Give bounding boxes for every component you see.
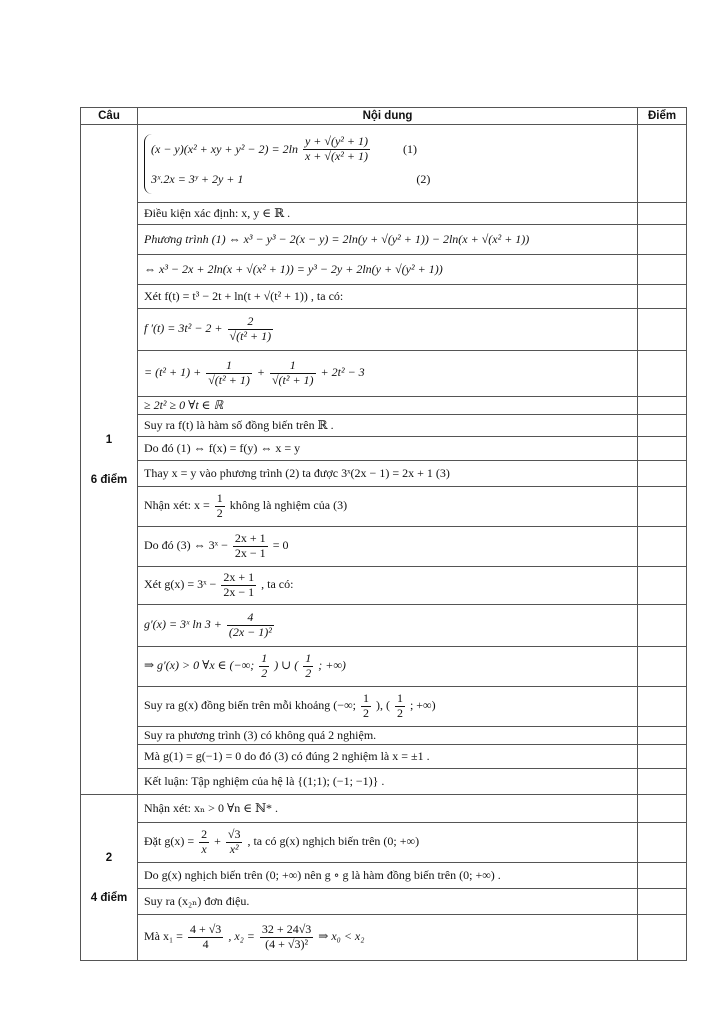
points-cell: [638, 605, 687, 647]
row-text: Điều kiện xác định: x, y ∈ ℝ .: [138, 203, 638, 225]
table-row: [81, 769, 687, 795]
table-row: [81, 351, 687, 397]
fraction: $\frac{2x + 1}{2x - 1}$: [223, 570, 255, 599]
table-row: [81, 487, 687, 527]
points-cell: [638, 203, 687, 225]
question-number: 1: [105, 433, 113, 446]
table-row: [81, 567, 687, 605]
question-points: 6 điểm: [90, 473, 128, 486]
answer-table: [80, 107, 687, 961]
table-row: [81, 125, 687, 203]
question-1-cell: [81, 125, 138, 795]
row-text: Thay x = y vào phương trình (2) ta được 3ˣ(2x − 1) = 2x + 1 (3): [138, 461, 638, 487]
points-cell: [638, 727, 687, 745]
row-text: Do g(x) nghịch biến trên (0; +∞) nên g ∘ g là hàm đồng biến trên (0; +∞) .: [138, 863, 638, 889]
fraction: $\frac{1}{2}$: [216, 491, 223, 520]
g-derivative-row: g′(x) = 3ˣ ln 3 + $\frac{4}{\text{(2x − 1)²}}$: [138, 605, 638, 647]
fraction: $\frac{1}{2}$: [305, 651, 312, 680]
table-row: [81, 745, 687, 769]
fraction: $\frac{2}{x}$: [201, 827, 208, 856]
table-row: [81, 605, 687, 647]
points-cell: [638, 769, 687, 795]
question-points: 4 điểm: [90, 891, 128, 904]
equivalence-row: Do đó (3) ⇔ 3ˣ − $\frac{2x + 1}{2x - 1}$ = 0: [138, 527, 638, 567]
remark-row: Nhận xét: x = $\frac{1}{2}$ không là nghiệm của (3): [138, 487, 638, 527]
points-cell: [638, 351, 687, 397]
fraction: $\frac{1}{\text{√(t² + 1)}}$: [208, 358, 250, 387]
points-cell: [638, 415, 687, 437]
row-text: Phương trình (1) ⇔ x³ − y³ − 2(x − y) = 2ln(y + √(y² + 1)) − 2ln(x + √(x² + 1)): [138, 225, 638, 255]
table-row: [81, 527, 687, 567]
points-cell: [638, 687, 687, 727]
points-cell: [638, 461, 687, 487]
fraction: $\frac{32 + 24√3}{\text{(4 + √3)²}}$: [261, 922, 312, 951]
points-cell: [638, 915, 687, 961]
expansion-row: = (t² + 1) + $\frac{1}{\text{√(t² + 1)}}$ + $\frac{1}{\text{√(t² + 1)}}$ + 2t² − 3: [138, 351, 638, 397]
fraction: $\frac{4 + √3}{4}$: [189, 922, 222, 951]
points-cell: [638, 255, 687, 285]
g-definition-row: Xét g(x) = 3ˣ − $\frac{2x + 1}{2x - 1}$ , ta có:: [138, 567, 638, 605]
table-row: [81, 285, 687, 309]
question-number: 2: [105, 851, 113, 864]
points-cell: [638, 647, 687, 687]
fraction: $\frac{1}{2}$: [261, 651, 268, 680]
g-definition-row: Đặt g(x) = $\frac{2}{x}$ + $\frac{√3}{\text{x²}}$ , ta có g(x) nghịch biến trên (0; +∞): [138, 823, 638, 863]
table-row: [81, 203, 687, 225]
fraction: $\frac{1}{2}$: [396, 691, 403, 720]
row-text: Suy ra (x₂ₙ) đơn điệu.: [138, 889, 638, 915]
points-cell: [638, 745, 687, 769]
fraction: $\frac{1}{2}$: [362, 691, 369, 720]
table-row: [81, 647, 687, 687]
table-row: [81, 309, 687, 351]
fraction: $\frac{1}{\text{√(t² + 1)}}$: [271, 358, 314, 387]
fraction: $\frac{2}{\text{√(t² + 1)}}$: [229, 314, 272, 343]
header-noidung: Nội dung: [138, 108, 638, 125]
header-cau: Câu: [81, 108, 138, 125]
g-positive-row: ⇒ g′(x) > 0 ∀x ∈ (−∞; $\frac{1}{2}$ ) ∪ ( $\frac{1}{2}$ ; +∞): [138, 647, 638, 687]
conclusion-row: Kết luận: Tập nghiệm của hệ là {(1;1); (−1; −1)} .: [138, 769, 638, 795]
points-cell: [638, 225, 687, 255]
row-text: Mà g(1) = g(−1) = 0 do đó (3) có đúng 2 nghiệm là x = ±1 .: [138, 745, 638, 769]
points-cell: [638, 437, 687, 461]
table-row: [81, 687, 687, 727]
equation-2: 3ˣ.2x = 3ʸ + 2y + 1 (2): [151, 164, 430, 194]
points-cell: [638, 863, 687, 889]
fraction: $\frac{2x + 1}{2x - 1}$: [234, 531, 266, 560]
row-text: Suy ra phương trình (3) có không quá 2 nghiệm.: [138, 727, 638, 745]
points-cell: [638, 527, 687, 567]
table-row: [81, 437, 687, 461]
fraction: $\frac{√3}{\text{x²}}$: [227, 827, 241, 856]
fraction: $\frac{\text{y + √(y² + 1)}}{\text{x + √(x² + 1)}}$: [304, 134, 368, 164]
monotone-row: Suy ra g(x) đồng biến trên mỗi khoảng (−∞; $\frac{1}{2}$ ), ( $\frac{1}{2}$ ; +∞): [138, 687, 638, 727]
row-text: Do đó (1) ⇔ f(x) = f(y) ⇔ x = y: [138, 437, 638, 461]
table-row: [81, 461, 687, 487]
table-row: [81, 415, 687, 437]
question-2-cell: [81, 795, 138, 961]
points-cell: [638, 567, 687, 605]
table-row: [81, 863, 687, 889]
table-row: [81, 795, 687, 823]
points-cell: [638, 795, 687, 823]
derivative-row: f ′(t) = 3t² − 2 + $\frac{2}{\text{√(t² + 1)}}$: [138, 309, 638, 351]
values-row: Mà x₁ = $\frac{4 + √3}{4}$ , x₂ = $\frac{32 + 24√3}{\text{(4 + √3)²}}$ ⇒ x₀ < x₂: [138, 915, 638, 961]
points-cell: [638, 823, 687, 863]
table-row: [81, 889, 687, 915]
row-text: ⇔ x³ − 2x + 2ln(x + √(x² + 1)) = y³ − 2y + 2ln(y + √(y² + 1)): [138, 255, 638, 285]
points-cell: [638, 889, 687, 915]
points-cell: [638, 285, 687, 309]
system-of-equations: [138, 125, 638, 203]
table-row: [81, 915, 687, 961]
table-row: [81, 727, 687, 745]
table-row: [81, 397, 687, 415]
points-cell: [638, 487, 687, 527]
equation-tag: (1): [403, 141, 417, 156]
row-text: Suy ra f(t) là hàm số đồng biến trên ℝ .: [138, 415, 638, 437]
table-row: [81, 823, 687, 863]
system-brace: [144, 134, 430, 194]
table-row: [81, 225, 687, 255]
row-text: ≥ 2t² ≥ 0 ∀t ∈ ℝ: [138, 397, 638, 415]
points-cell: [638, 125, 687, 203]
equation-tag: (2): [416, 171, 431, 186]
fraction: $\frac{4}{\text{(2x − 1)²}}$: [228, 610, 272, 639]
table-header-row: [81, 108, 687, 125]
points-cell: [638, 309, 687, 351]
row-text: Nhận xét: xₙ > 0 ∀n ∈ ℕ* .: [138, 795, 638, 823]
table-row: [81, 255, 687, 285]
equation-1: (x − y)(x² + xy + y² − 2) = 2ln $\frac{\text{y + √(y² + 1)}}{\text{x + √(x² + 1)}}$ (1): [151, 134, 417, 164]
header-diem: Điểm: [638, 108, 687, 125]
row-text: Xét f(t) = t³ − 2t + ln(t + √(t² + 1)) , ta có:: [138, 285, 638, 309]
points-cell: [638, 397, 687, 415]
